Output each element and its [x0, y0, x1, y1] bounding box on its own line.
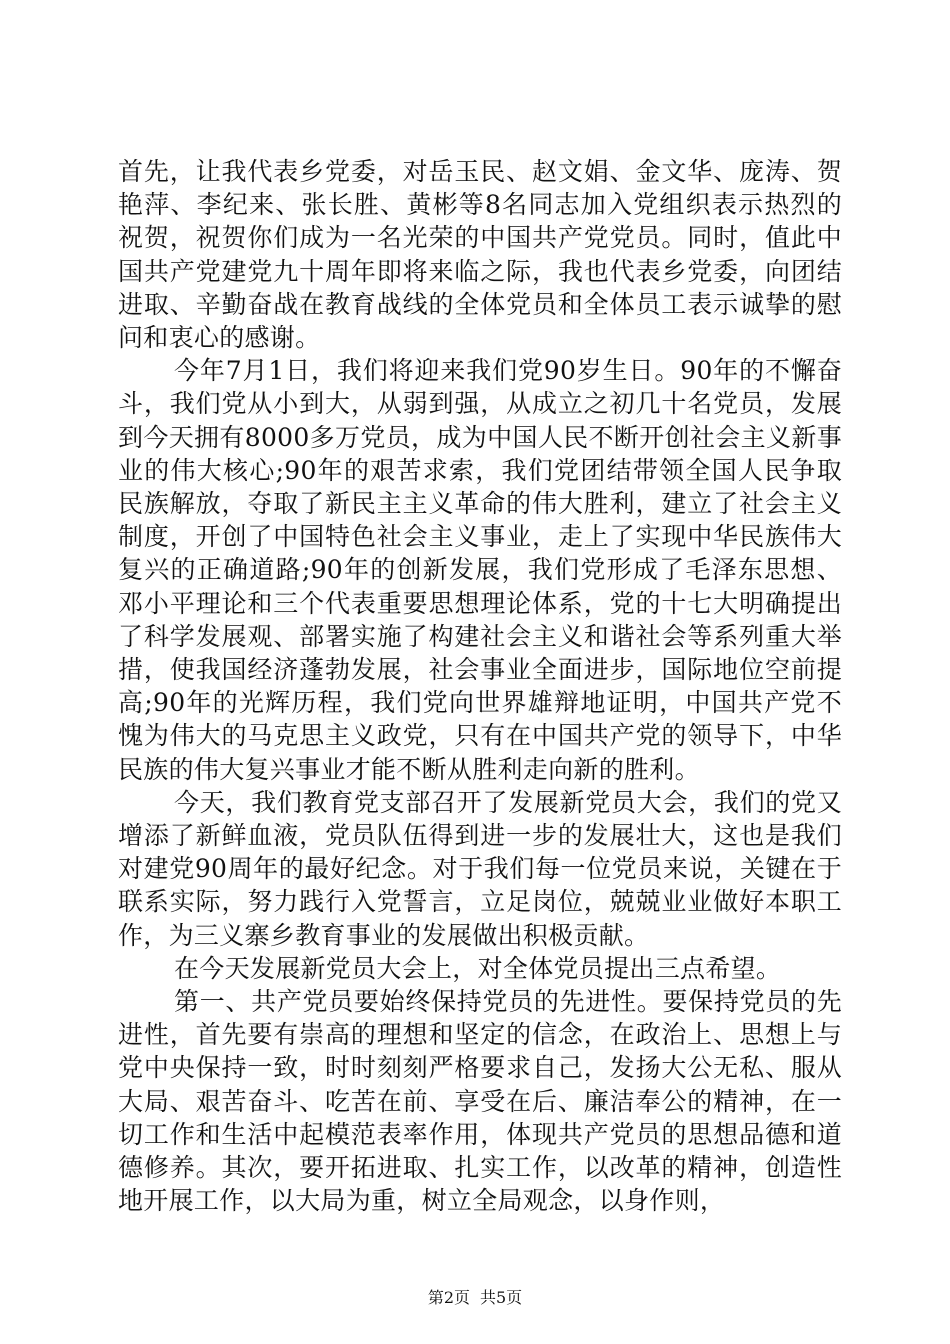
- page-total: 共5页: [480, 1288, 523, 1307]
- paragraph-congratulations: 首先，让我代表乡党委，对岳玉民、赵文娟、金文华、庞涛、贺艳萍、李纪来、张长胜、黄彬等8名同志加入党组织表示热烈的祝贺，祝贺你们成为一名光荣的中国共产党党员。同时，值此中国共产党建党九十周年即将来临之际，我也代表乡党委，向团结进取、辛勤奋战在教育战线的全体党员和全体员工表示诚挚的慰问和衷心的感谢。: [118, 157, 842, 353]
- page-number: 第2页: [427, 1288, 470, 1307]
- paragraph-three-hopes-intro: 在今天发展新党员大会上，对全体党员提出三点希望。: [174, 953, 782, 983]
- paragraph-first-hope: 第一、共产党员要始终保持党员的先进性。要保持党员的先进性，首先要有崇高的理想和坚定的信念，在政治上、思想上与党中央保持一致，时时刻刻严格要求自己，发扬大公无私、服从大局、艰苦奋斗、吃苦在前、享受在后、廉洁奉公的精神，在一切工作和生活中起模范表率作用，体现共产党员的思想品德和道德修养。其次，要开拓进取、扎实工作，以改革的精神，创造性地开展工作，以大局为重，树立全局观念，以身作则，: [118, 987, 842, 1216]
- document-body: [118, 155, 842, 1218]
- paragraph-party-history: 今年7月1日，我们将迎来我们党90岁生日。90年的不懈奋斗，我们党从小到大，从弱到强，从成立之初几十名党员，发展到今天拥有8000多万党员，成为中国人民不断开创社会主义新事业的伟大核心;90年的艰苦求索，我们党团结带领全国人民争取民族解放，夺取了新民主主义革命的伟大胜利，建立了社会主义制度，开创了中国特色社会主义事业，走上了实现中华民族伟大复兴的正确道路;90年的创新发展，我们党形成了毛泽东思想、邓小平理论和三个代表重要思想理论体系，党的十七大明确提出了科学发展观、部署实施了构建社会主义和谐社会等系列重大举措，使我国经济蓬勃发展，社会事业全面进步，国际地位空前提高;90年的光辉历程，我们党向世界雄辩地证明，中国共产党不愧为伟大的马克思主义政党，只有在中国共产党的领导下，中华民族的伟大复兴事业才能不断从胜利走向新的胜利。: [118, 356, 843, 784]
- paragraph-new-members-meeting: 今天，我们教育党支部召开了发展新党员大会，我们的党又增添了新鲜血液，党员队伍得到进一步的发展壮大，这也是我们对建党90周年的最好纪念。对于我们每一位党员来说，关键在于联系实际，努力践行入党誓言，立足岗位，兢兢业业做好本职工作，为三义寨乡教育事业的发展做出积极贡献。: [118, 787, 842, 950]
- page-footer: [0, 1288, 950, 1308]
